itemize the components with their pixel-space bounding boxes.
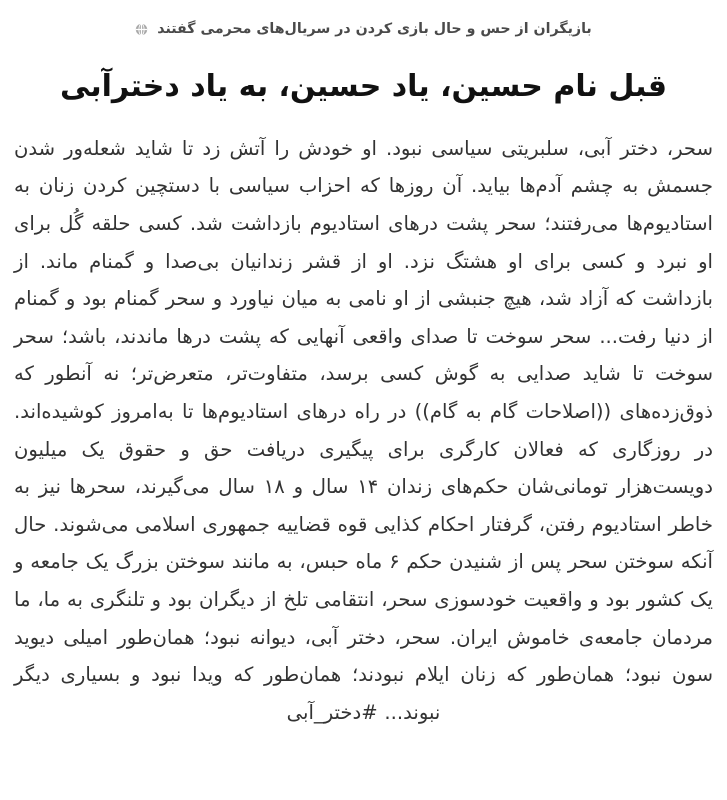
hashtag-dokhtar-abi[interactable]: #دختر_آبی	[286, 700, 378, 724]
article-paragraph-text: سحر، دختر آبی، سلبریتی سیاسی نبود. او خودش را آتش زد تا شاید شعله‌ور شدن جسمش به چشم آدم‌ها بیاید. آن روزها که احزاب سیاسی با دستچین کردن زنان به استادیوم‌ها می‌رفتند؛ سحر پشت درهای استادیوم بازداشت شد. کسی حلقه گُل برای او نبرد و کسی برای او هشتگ نزد. او از قشر زندانیان بی‌صدا و گمنام ماند. از بازداشت که آزاد شد، هیچ جنبشی از او نامی به میان نیاورد و سحر گمنام بود و گمنام از دنیا رفت... سحر سوخت تا صدای واقعی آنهایی که پشت درها ماندند، باشد؛ سحر سوخت تا شاید صدایی به گوش کسی برسد، متفاوت‌تر، متعرض‌تر؛ نه آنطور که ذوق‌زده‌های ((اصلاحات گام به گام)) در راه درهای استادیوم‌ها تا به‌امروز کوشیده‌اند. در روزگاری که فعالان کارگری برای پیگیری دریافت حق و حقوق یک میلیون دویست‌هزار تومانی‌شان حکم‌های زندان ۱۴ سال و ۱۸ سال می‌گیرند، سحرها نیز به خاطر استادیوم رفتن، گرفتار احکام کذایی قوه قضاییه جمهوری اسلامی می‌شوند. حال آنکه سوختن سحر پس از شنیدن حکم ۶ ماه حبس، به مانند سوختن بزرگ یک جامعه و یک کشور بود و واقعیت خودسوزی سحر، انتقامی تلخ از دیگران بود و تلنگری به ما، ما مردمان جامعه‌ی خاموش ایران. سحر، دختر آبی، دیوانه نبود؛ همان‌طور امیلی دیوید سون نبود؛ همان‌طور که زنان ایلام نبودند؛ همان‌طور که ویدا نبود و بسیاری دیگر نبوند...	[14, 136, 713, 724]
article-paragraph	[14, 130, 713, 732]
kicker	[0, 0, 727, 40]
kicker-text[interactable]: بازیگران از حس و حال بازی کردن در سریال‌های محرمی گفتند	[157, 21, 592, 37]
globe-icon	[135, 23, 148, 36]
article-body	[14, 130, 713, 732]
page-title: قبل نام حسین، یاد حسین، به یاد دخترآبی	[59, 69, 667, 105]
